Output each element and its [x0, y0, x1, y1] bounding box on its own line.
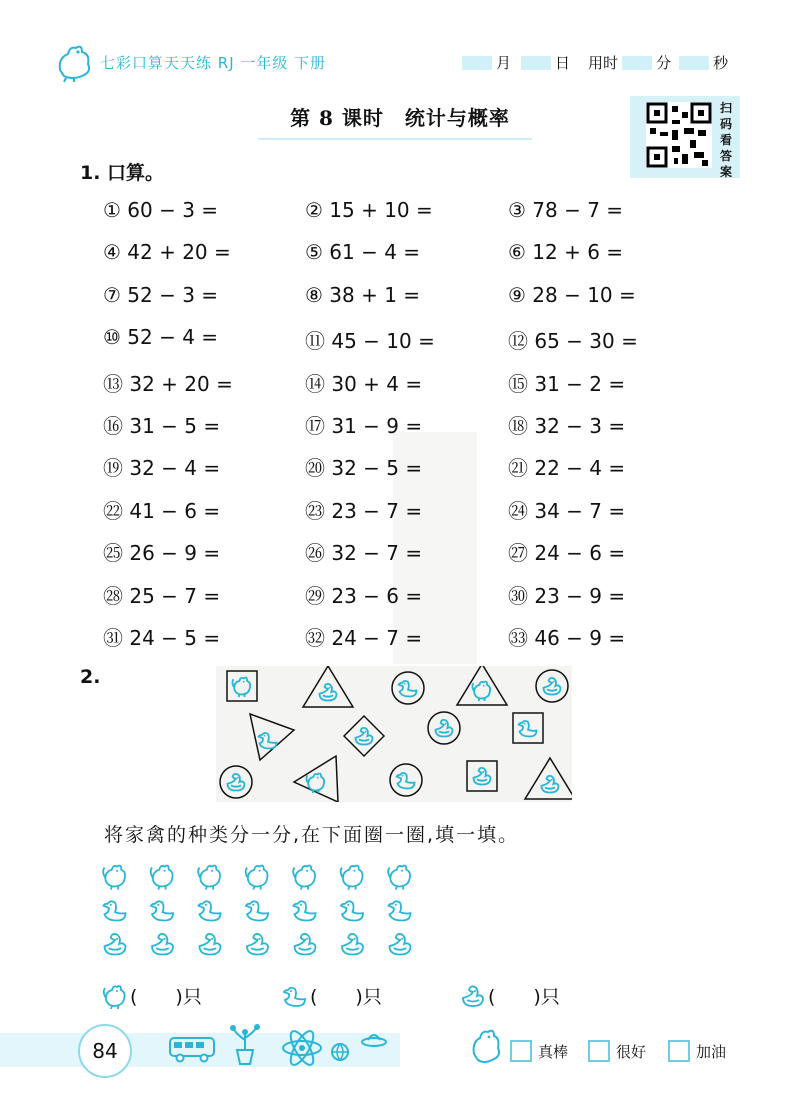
math-problem: ⑫ 65 − 30 =: [508, 329, 638, 354]
swan-icon: [200, 934, 221, 955]
second-label: 秒: [713, 54, 729, 72]
swan-icon: [542, 776, 559, 793]
rooster-icon: [472, 682, 490, 702]
bus-icon: [168, 1034, 218, 1064]
duck-icon: [399, 681, 417, 697]
math-problem: ⑭ 30 + 4 =: [305, 371, 423, 396]
section-2-label: 2.: [80, 666, 101, 688]
swan-icon: [152, 934, 173, 955]
duck-icon: [259, 733, 277, 749]
swan-icon: [247, 934, 268, 955]
swan-icon: [295, 934, 316, 955]
swan-icon: [390, 934, 411, 955]
eval-great-label: 真棒: [538, 1042, 569, 1061]
circle-shape: [536, 670, 568, 702]
rooster-icon: [388, 866, 410, 890]
rooster-icon: [341, 866, 363, 890]
eval-great: [510, 1040, 568, 1062]
duck-icon: [397, 773, 415, 789]
potted-plant-icon: [228, 1024, 262, 1066]
fill-row-swan: [458, 982, 560, 1009]
math-problem: ㉔ 34 − 7 =: [508, 498, 626, 523]
eval-keep-going: [668, 1040, 726, 1062]
minute-blank[interactable]: [622, 56, 652, 70]
swan-icon: [436, 720, 453, 737]
count-blank[interactable]: ( )只: [130, 986, 202, 1008]
swan-icon: [105, 934, 126, 955]
rooster-mascot-icon: [52, 40, 96, 84]
lesson-title: 第 8 课时 统计与概率: [290, 106, 510, 130]
day-blank[interactable]: [521, 56, 551, 70]
math-problem: ㉝ 46 − 9 =: [508, 626, 626, 650]
eval-good-checkbox[interactable]: [588, 1040, 610, 1062]
math-problem: ㉘ 25 − 7 =: [103, 583, 221, 608]
rooster-fill-icon: [100, 983, 130, 1009]
duck-icon: [519, 721, 537, 737]
triangle-shape: [294, 756, 338, 802]
math-problem: ⑬ 32 + 20 =: [103, 371, 233, 396]
math-problem: ⑮ 31 − 2 =: [508, 371, 626, 396]
math-problem: ⑲ 32 − 4 =: [103, 456, 221, 481]
shapes-picture: [216, 666, 572, 802]
math-problem: ⑪ 45 − 10 =: [305, 329, 435, 354]
rooster-icon: [306, 774, 324, 794]
ball-icon: [330, 1042, 350, 1062]
math-problem: ⑧ 38 + 1 =: [305, 282, 421, 307]
math-problem: ㉑ 22 − 4 =: [508, 456, 626, 481]
duck-icon: [151, 901, 173, 920]
duck-icon: [293, 901, 315, 920]
instruction-text: 将家禽的种类分一分,在下面圈一圈,填一填。: [104, 824, 520, 846]
circle-shape: [428, 712, 460, 744]
diamond-shape: [344, 716, 384, 756]
time-used-label: 用时: [588, 54, 619, 72]
ufo-icon: [360, 1030, 388, 1050]
second-blank[interactable]: [679, 56, 709, 70]
scan-for-answers-label: 扫 码 看 答 案: [719, 101, 732, 179]
duck-icon: [103, 901, 125, 920]
circle-shape: [220, 766, 252, 798]
math-problem: ② 15 + 10 =: [305, 198, 433, 222]
date-time-fields: [458, 52, 728, 73]
shape-picture-panel: [216, 666, 572, 802]
fill-row-duck: [280, 982, 382, 1009]
eval-good: [588, 1040, 646, 1062]
duck-icon: [198, 901, 220, 920]
rooster-mascot-footer-icon: [468, 1026, 504, 1066]
eval-good-label: 很好: [616, 1042, 647, 1061]
poultry-grid: [100, 862, 420, 962]
count-blank[interactable]: ( )只: [488, 986, 560, 1008]
math-problem: ③ 78 − 7 =: [508, 198, 624, 222]
eval-great-checkbox[interactable]: [510, 1040, 532, 1062]
swan-icon: [356, 728, 373, 745]
rooster-icon: [198, 866, 220, 890]
atom-icon: [280, 1028, 324, 1068]
rooster-icon: [246, 866, 268, 890]
title-underline: [258, 138, 532, 140]
swan-icon: [342, 934, 363, 955]
series-title: 七彩口算天天练 RJ 一年级 下册: [100, 54, 327, 72]
math-problem: ㉜ 24 − 7 =: [305, 626, 423, 650]
day-label: 日: [555, 54, 571, 72]
math-problem: ⑨ 28 − 10 =: [508, 282, 636, 307]
math-problem: ㉙ 23 − 6 =: [305, 583, 423, 608]
swan-icon: [320, 684, 337, 701]
math-problem: ㉚ 23 − 9 =: [508, 583, 626, 608]
square-shape: [227, 671, 257, 701]
math-problem: ⑩ 52 − 4 =: [103, 325, 219, 350]
math-problem: ⑯ 31 − 5 =: [103, 414, 221, 438]
count-blank[interactable]: ( )只: [310, 986, 382, 1008]
qr-code-icon[interactable]: [646, 102, 712, 168]
eval-keep-going-label: 加油: [696, 1042, 727, 1061]
duck-icon: [388, 901, 410, 920]
math-problem: ⑰ 31 − 9 =: [305, 414, 423, 438]
triangle-shape: [250, 714, 294, 760]
rooster-icon: [104, 986, 125, 1009]
month-label: 月: [496, 54, 512, 72]
math-problem: ㉛ 24 − 5 =: [103, 626, 221, 650]
swan-icon: [228, 774, 245, 791]
rooster-icon: [293, 866, 315, 890]
math-problem: ⑱ 32 − 3 =: [508, 414, 626, 438]
duck-icon: [246, 901, 268, 920]
math-problem: ㉓ 23 − 7 =: [305, 498, 423, 523]
math-problem: ④ 42 + 20 =: [103, 240, 231, 265]
section-1-label: 1. 口算。: [80, 162, 165, 184]
rooster-icon: [103, 866, 125, 890]
math-problem: ⑥ 12 + 6 =: [508, 240, 624, 265]
swan-fill-icon: [458, 983, 488, 1009]
math-problem: ㉖ 32 − 7 =: [305, 541, 423, 566]
fill-row-rooster: [100, 982, 202, 1009]
square-shape: [467, 761, 497, 791]
swan-icon: [474, 768, 491, 785]
rooster-icon: [151, 866, 173, 890]
page-number: 84: [78, 1024, 132, 1078]
duck-icon: [341, 901, 363, 920]
math-problem: ⑳ 32 − 5 =: [305, 456, 423, 481]
math-problem: ㉗ 24 − 6 =: [508, 541, 626, 566]
math-problem: ⑤ 61 − 4 =: [305, 240, 421, 265]
rooster-icon: [232, 678, 250, 698]
duck-icon: [284, 987, 305, 1005]
math-problem: ⑦ 52 − 3 =: [103, 282, 219, 307]
math-problem: ① 60 − 3 =: [103, 198, 219, 222]
math-problem: ㉕ 26 − 9 =: [103, 541, 221, 566]
swan-icon: [463, 986, 483, 1006]
duck-fill-icon: [280, 983, 310, 1009]
eval-keep-going-checkbox[interactable]: [668, 1040, 690, 1062]
swan-icon: [544, 678, 561, 695]
math-problem: ㉒ 41 − 6 =: [103, 498, 221, 523]
month-blank[interactable]: [462, 56, 492, 70]
minute-label: 分: [656, 54, 672, 72]
